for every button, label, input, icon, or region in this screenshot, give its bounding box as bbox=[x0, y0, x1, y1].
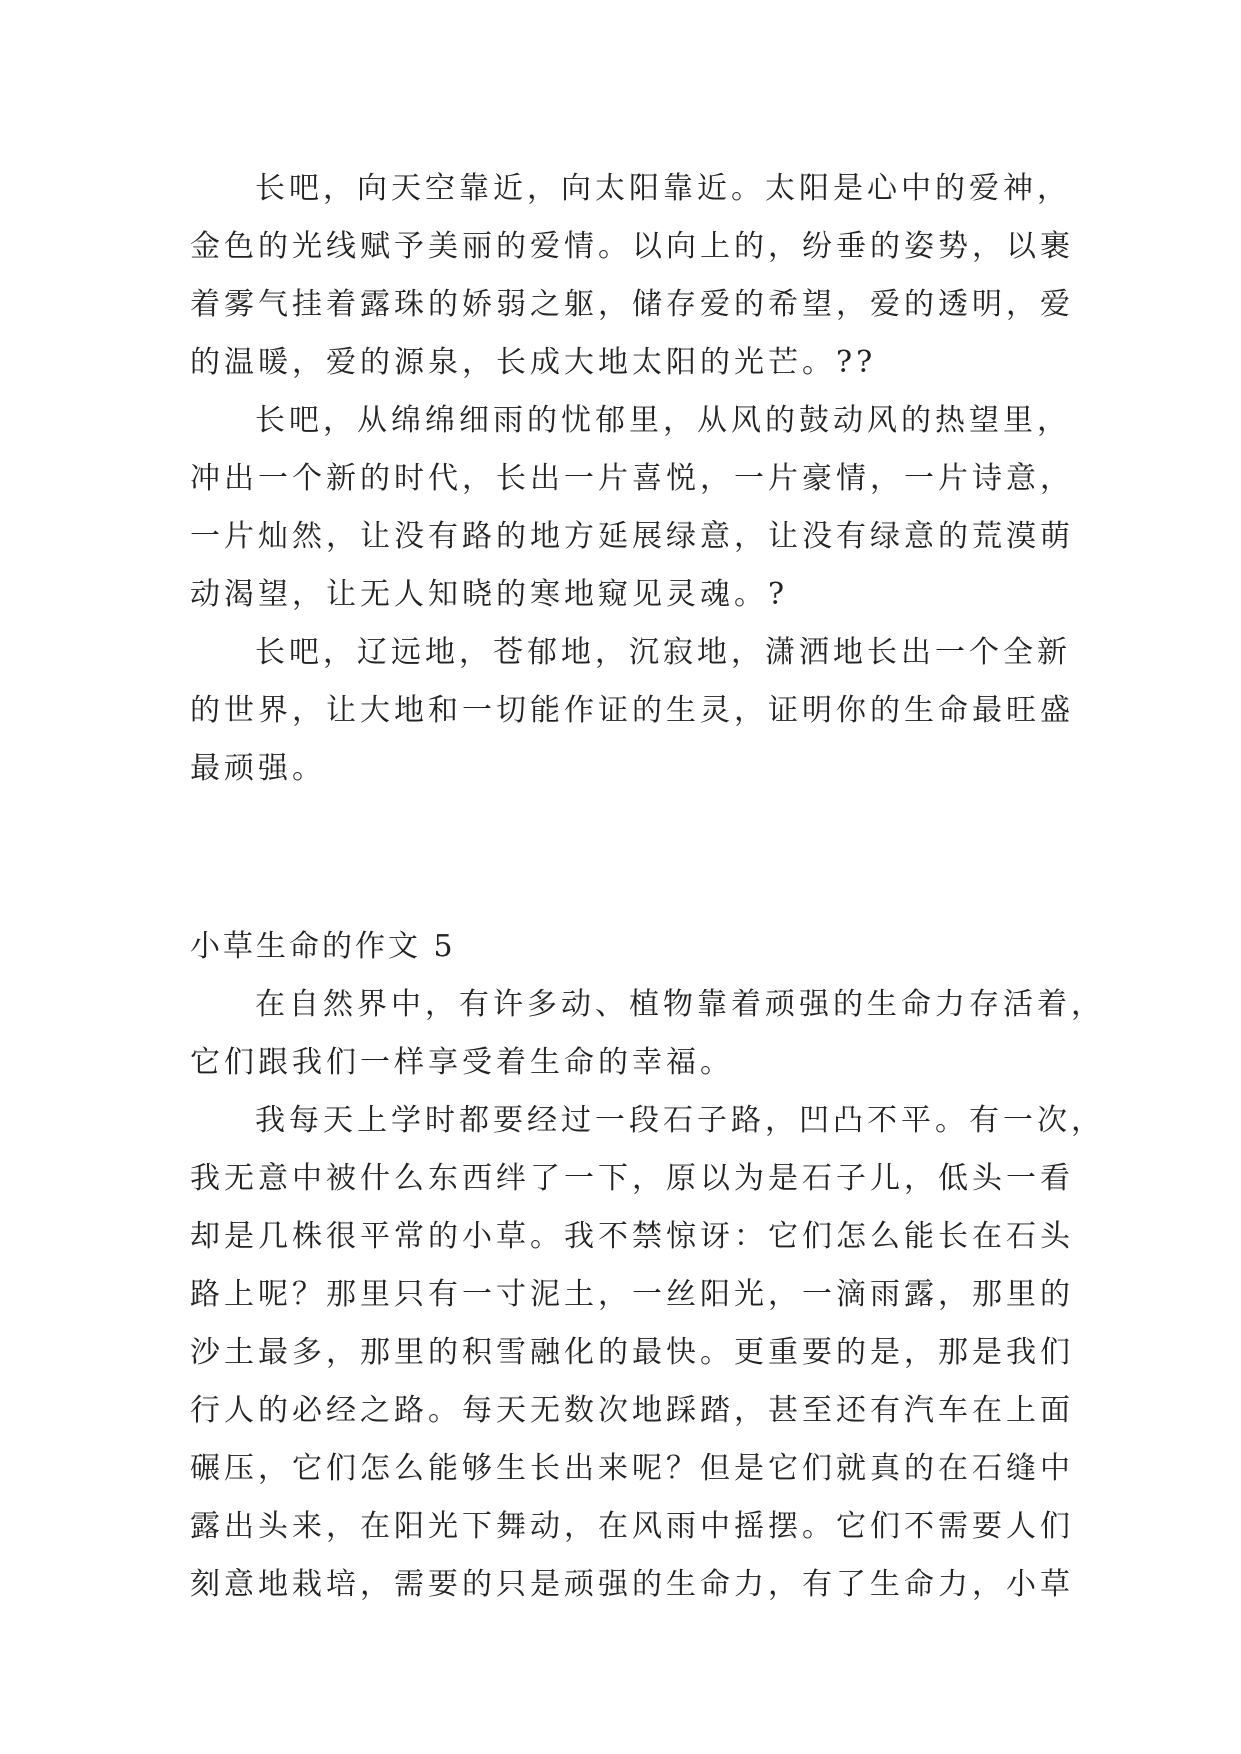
section-title: 小草生命的作文 5 bbox=[190, 929, 456, 964]
text-line: 金色的光线赋予美丽的爱情。以向上的，纷垂的姿势，以裹 bbox=[190, 229, 1074, 264]
text-line: 冲出一个新的时代，长出一片喜悦，一片豪情，一片诗意， bbox=[190, 461, 1074, 496]
section-spacer bbox=[190, 798, 1050, 918]
text-line: 它们跟我们一样享受着生命的幸福。 bbox=[190, 1045, 734, 1080]
text-line: 长吧，从绵绵细雨的忧郁里，从风的鼓动风的热望里， bbox=[255, 403, 1071, 438]
text-line: 行人的必经之路。每天无数次地踩踏，甚至还有汽车在上面 bbox=[190, 1393, 1074, 1428]
text-line: 刻意地栽培，需要的只是顽强的生命力，有了生命力，小草 bbox=[190, 1567, 1074, 1602]
text-line: 最顽强。 bbox=[190, 751, 326, 786]
text-line: 的世界，让大地和一切能作证的生灵，证明你的生命最旺盛 bbox=[190, 693, 1074, 728]
paragraph bbox=[190, 1092, 1105, 1614]
text-line: 我每天上学时都要经过一段石子路，凹凸不平。有一次， bbox=[255, 1103, 1105, 1138]
text-line: 的温暖，爱的源泉，长成大地太阳的光芒。?? bbox=[190, 345, 877, 380]
text-line: 动渴望，让无人知晓的寒地窥见灵魂。? bbox=[190, 577, 789, 612]
text-line: 碾压，它们怎么能够生长出来呢？但是它们就真的在石缝中 bbox=[190, 1451, 1074, 1486]
paragraph bbox=[190, 976, 1105, 1092]
text-line: 却是几株很平常的小草。我不禁惊讶：它们怎么能长在石头 bbox=[190, 1219, 1074, 1254]
text-line: 着雾气挂着露珠的娇弱之躯，储存爱的希望，爱的透明，爱 bbox=[190, 287, 1074, 322]
text-line: 沙土最多，那里的积雪融化的最快。更重要的是，那是我们 bbox=[190, 1335, 1074, 1370]
text-line: 露出头来，在阳光下舞动，在风雨中摇摆。它们不需要人们 bbox=[190, 1509, 1074, 1544]
text-line: 在自然界中，有许多动、植物靠着顽强的生命力存活着， bbox=[255, 987, 1105, 1022]
text-line: 一片灿然，让没有路的地方延展绿意，让没有绿意的荒漠萌 bbox=[190, 519, 1074, 554]
paragraph bbox=[190, 392, 1074, 624]
text-line: 长吧，向天空靠近，向太阳靠近。太阳是心中的爱神， bbox=[255, 171, 1071, 206]
paragraph bbox=[190, 160, 1074, 392]
paragraph bbox=[190, 624, 1074, 798]
text-line: 路上呢？那里只有一寸泥土，一丝阳光，一滴雨露，那里的 bbox=[190, 1277, 1074, 1312]
text-line: 长吧，辽远地，苍郁地，沉寂地，潇洒地长出一个全新 bbox=[255, 635, 1071, 670]
document-body bbox=[190, 160, 1105, 1614]
text-line: 我无意中被什么东西绊了一下，原以为是石子儿，低头一看 bbox=[190, 1161, 1074, 1196]
